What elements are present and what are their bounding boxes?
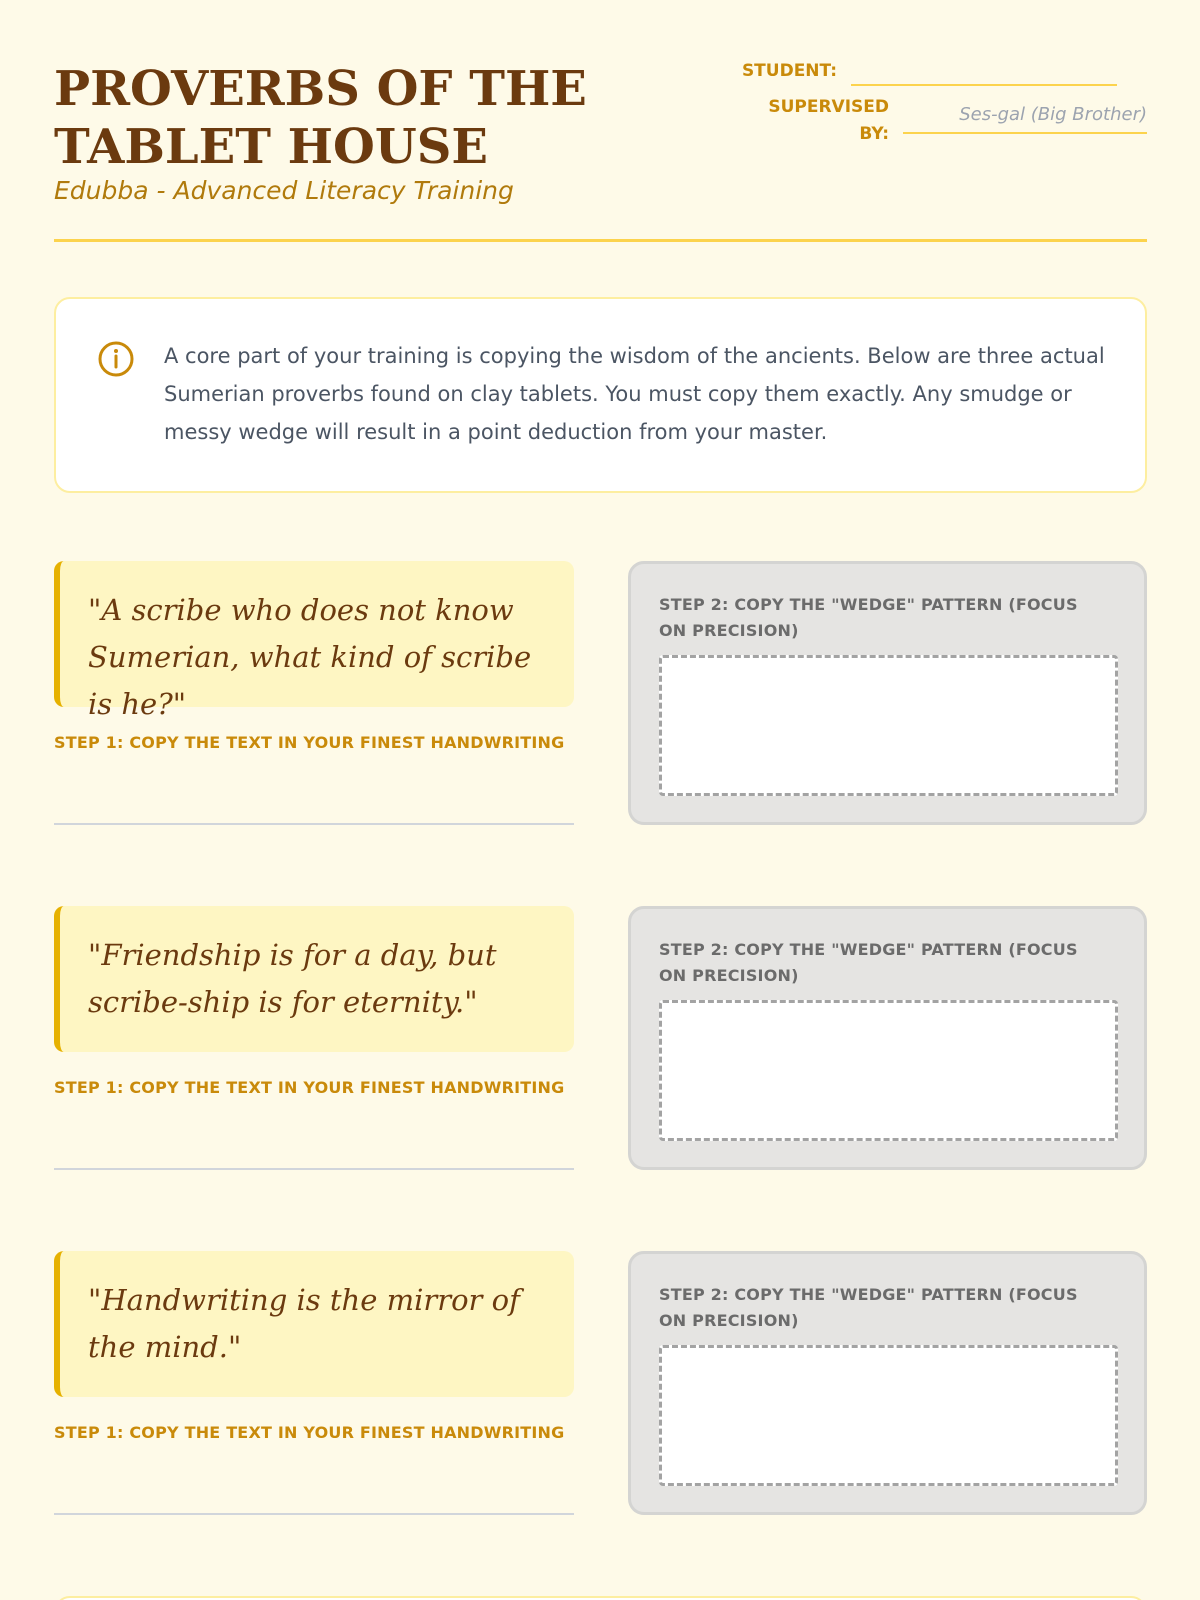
handwriting-line[interactable] <box>54 1513 574 1515</box>
step1-instruction: STEP 1: COPY THE TEXT IN YOUR FINEST HANDWRITING <box>54 1423 565 1442</box>
worksheet-header <box>54 56 1147 242</box>
wedge-drawing-area[interactable] <box>659 1345 1118 1486</box>
proverb-row <box>54 906 1147 1171</box>
step1-instruction: STEP 1: COPY THE TEXT IN YOUR FINEST HANDWRITING <box>54 733 565 752</box>
supervised-label-by: BY: <box>859 124 889 144</box>
step2-instruction: STEP 2: COPY THE "WEDGE" PATTERN (FOCUS ON PRECISION) <box>659 940 1078 985</box>
wedge-drawing-area[interactable] <box>659 655 1118 796</box>
supervised-value: Ses-gal (Big Brother) <box>959 104 1147 125</box>
instructions-box <box>54 297 1147 493</box>
wedge-panel <box>628 906 1147 1170</box>
info-circle-icon <box>98 341 134 377</box>
handwriting-line[interactable] <box>54 1168 574 1170</box>
proverb-quote: "Friendship is for a day, but scribe-ship is for eternity." <box>54 906 574 1052</box>
instructions-text: A core part of your training is copying the wisdom of the ancients. Below are three actual Sumerian proverbs found on clay tablets. You must copy them exactly. Any smudge or messy wedge will result in a point deduction from your master. <box>164 344 1105 444</box>
supervised-field[interactable] <box>903 100 1147 134</box>
worksheet-page <box>54 0 1147 1600</box>
proverb-row <box>54 1251 1147 1516</box>
step2-instruction: STEP 2: COPY THE "WEDGE" PATTERN (FOCUS ON PRECISION) <box>659 595 1078 640</box>
step1-instruction: STEP 1: COPY THE TEXT IN YOUR FINEST HANDWRITING <box>54 1078 565 1097</box>
proverb-quote: "Handwriting is the mirror of the mind." <box>54 1251 574 1397</box>
supervised-label: SUPERVISED <box>768 97 889 117</box>
step2-instruction: STEP 2: COPY THE "WEDGE" PATTERN (FOCUS ON PRECISION) <box>659 1285 1078 1330</box>
page-title: PROVERBS OF THE TABLET HOUSE <box>54 61 587 175</box>
handwriting-line[interactable] <box>54 823 574 825</box>
student-label: STUDENT: <box>741 61 837 81</box>
page-subtitle: Edubba - Advanced Literacy Training <box>54 176 514 205</box>
next-section-box <box>54 1596 1147 1600</box>
wedge-panel <box>628 561 1147 825</box>
student-field[interactable] <box>851 66 1117 86</box>
wedge-panel <box>628 1251 1147 1515</box>
proverb-quote: "A scribe who does not know Sumerian, what kind of scribe is he?" <box>54 561 574 707</box>
wedge-drawing-area[interactable] <box>659 1000 1118 1141</box>
meta-fields <box>737 56 1147 156</box>
proverb-row <box>54 561 1147 826</box>
